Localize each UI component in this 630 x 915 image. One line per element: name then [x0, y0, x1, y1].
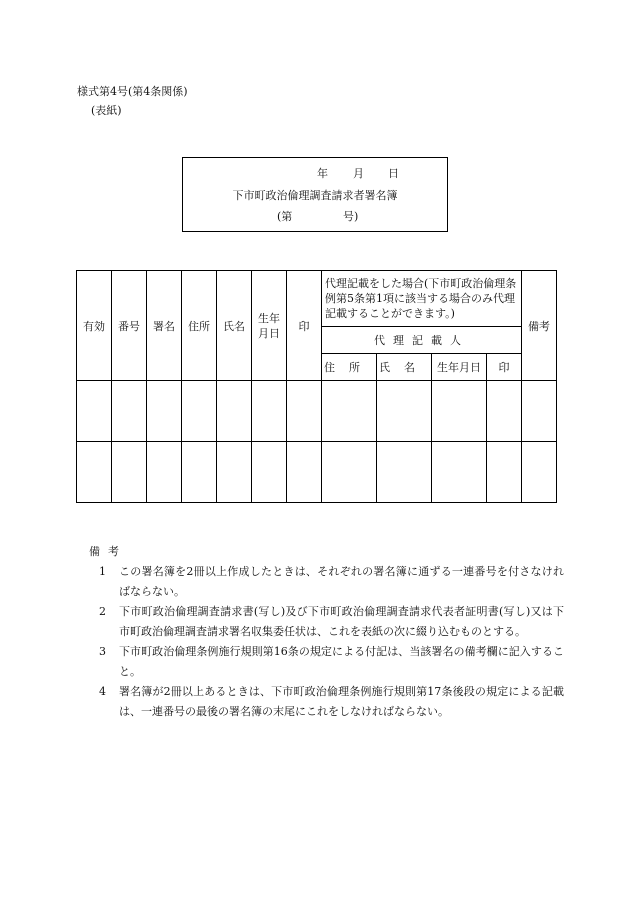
year-label: 年	[317, 167, 328, 180]
remark-item	[99, 682, 564, 722]
proxy-header-address: 住所	[322, 354, 377, 381]
day-label: 日	[388, 167, 399, 180]
remark-number: 3	[99, 645, 106, 658]
table-cell	[432, 442, 487, 503]
signature-table	[76, 270, 557, 503]
remark-text: 下市町政治倫理調査請求書(写し)及び下市町政治倫理調査請求代表者証明書(写し)又は下市町政治倫理調査請求署名収集委任状は、これを表紙の次に綴り込むものとする。	[119, 605, 564, 638]
header-name: 氏名	[217, 271, 252, 381]
table-cell	[252, 381, 287, 442]
table-cell	[77, 381, 112, 442]
remark-number: 2	[99, 605, 106, 618]
table-cell	[77, 442, 112, 503]
table-cell	[522, 442, 557, 503]
remark-item	[99, 642, 564, 682]
title-box	[182, 157, 448, 232]
table-cell	[522, 381, 557, 442]
table-cell	[377, 442, 432, 503]
table-cell	[217, 381, 252, 442]
form-number-label: 様式第4号(第4条関係)	[77, 85, 188, 98]
remarks-heading: 備考	[89, 545, 127, 558]
remark-text: この署名簿を2冊以上作成したときは、それぞれの署名簿に通ずる一連番号を付さなければならない。	[119, 565, 564, 598]
header-birthdate: 生年月日	[252, 271, 287, 381]
table-cell	[147, 442, 182, 503]
table-cell	[287, 381, 322, 442]
table-cell	[287, 442, 322, 503]
remark-text: 下市町政治倫理条例施行規則第16条の規定による付記は、当該署名の備考欄に記入すること。	[119, 645, 564, 678]
header-signature: 署名	[147, 271, 182, 381]
remark-text: 署名簿が2冊以上あるときは、下市町政治倫理条例施行規則第17条後段の規定による記載は、一連番号の最後の署名簿の末尾にこれをしなければならない。	[119, 685, 564, 718]
table-cell	[182, 442, 217, 503]
table-cell	[377, 381, 432, 442]
table-cell	[112, 442, 147, 503]
table-cell	[182, 381, 217, 442]
header-valid: 有効	[77, 271, 112, 381]
remark-number: 4	[99, 685, 106, 698]
remark-item	[99, 602, 564, 642]
number-close: 号)	[343, 210, 359, 223]
table-cell	[322, 442, 377, 503]
header-number: 番号	[112, 271, 147, 381]
table-cell	[147, 381, 182, 442]
header-address: 住所	[182, 271, 217, 381]
proxy-header-name: 氏名	[377, 354, 432, 381]
table-cell	[217, 442, 252, 503]
remarks-section	[89, 542, 569, 722]
table-cell	[487, 442, 522, 503]
table-cell	[112, 381, 147, 442]
remark-number: 1	[99, 565, 106, 578]
cover-label: (表紙)	[91, 104, 122, 117]
table-cell	[432, 381, 487, 442]
month-label: 月	[353, 167, 364, 180]
table-cell	[252, 442, 287, 503]
remark-item	[99, 562, 564, 602]
table-row	[77, 442, 557, 503]
proxy-header-birthdate: 生年月日	[432, 354, 487, 381]
table-cell	[322, 381, 377, 442]
number-open: (第	[277, 210, 293, 223]
table-cell	[487, 381, 522, 442]
proxy-header-seal: 印	[487, 354, 522, 381]
table-row	[77, 381, 557, 442]
register-title: 下市町政治倫理調査請求者署名簿	[232, 189, 398, 202]
proxy-writer-header: 代理記載人	[322, 327, 522, 354]
header-remarks: 備考	[522, 271, 557, 381]
header-seal: 印	[287, 271, 322, 381]
proxy-note: 代理記載をした場合(下市町政治倫理条例第5条第1項に該当する場合のみ代理記載することができます。)	[322, 271, 522, 327]
